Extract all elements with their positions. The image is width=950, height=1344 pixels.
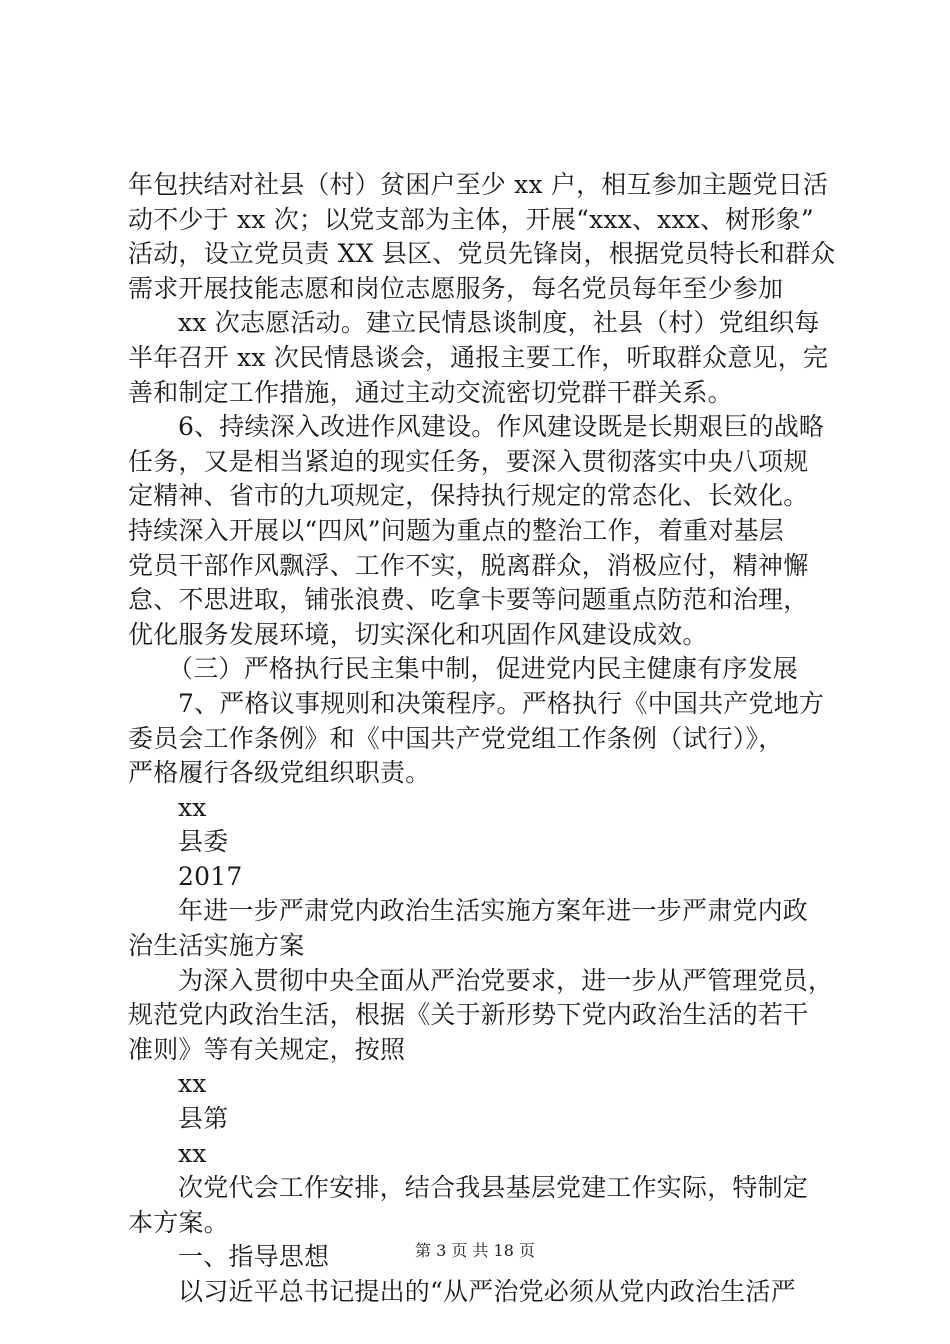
text-line: 一、指导思想 (178, 1242, 330, 1272)
text-line: 半年召开 xx 次民情恳谈会，通报主要工作，听取群众意见，完 (128, 342, 829, 372)
text-line: xx (178, 1138, 207, 1168)
text-line: 次党代会工作安排，结合我县基层党建工作实际，特制定 (178, 1173, 809, 1203)
text-line: 定精神、省市的九项规定，保持执行规定的常态化、长效化。 (128, 481, 809, 511)
page-footer: 第 3 页 共 18 页 (415, 1241, 535, 1260)
text-line: 7、严格议事规则和决策程序。严格执行《中国共产党地方 (178, 688, 825, 718)
text-line: 优化服务发展环境，切实深化和巩固作风建设成效。 (128, 619, 708, 649)
text-line: 年进一步严肃党内政治生活实施方案年进一步严肃党内政 (178, 896, 809, 926)
text-line: xx (178, 792, 207, 822)
document-body (128, 168, 836, 1310)
text-line: 严格履行各级党组织职责。 (128, 758, 431, 788)
text-line: 委员会工作条例》和《中国共产党党组工作条例（试行）》， (128, 723, 784, 753)
text-line: 6、持续深入改进作风建设。作风建设既是长期艰巨的战略 (178, 412, 825, 442)
text-line: 规范党内政治生活，根据《关于新形势下党内政治生活的若干 (128, 1000, 809, 1030)
text-line: 任务，又是相当紧迫的现实任务，要深入贯彻落实中央八项规 (128, 446, 809, 476)
text-line: xx (178, 1069, 207, 1099)
text-line: 县委 (178, 827, 229, 857)
text-line: 动不少于 xx 次；以党支部为主体，开展“xxx、xxx、树形象” (128, 204, 814, 234)
text-line: xx 次志愿活动。建立民情恳谈制度，社县（村）党组织每 (178, 308, 820, 338)
text-line: 需求开展技能志愿和岗位志愿服务，每名党员每年至少参加 (128, 273, 784, 303)
text-line: 治生活实施方案 (128, 931, 305, 961)
text-line: （三）严格执行民主集中制，促进党内民主健康有序发展 (168, 654, 799, 684)
text-line: 准则》等有关规定，按照 (128, 1034, 406, 1064)
text-line: 活动，设立党员责 XX 县区、党员先锋岗，根据党员特长和群众 (128, 239, 836, 269)
text-line: 县第 (178, 1104, 229, 1134)
text-line: 以习近平总书记提出的“从严治党必须从党内政治生活严 (178, 1277, 796, 1306)
text-line: 为深入贯彻中央全面从严治党要求，进一步从严管理党员， (178, 965, 834, 995)
text-line: 持续深入开展以“四风”问题为重点的整治工作，着重对基层 (128, 515, 784, 545)
text-line: 党员干部作风飘浮、工作不实，脱离群众，消极应付，精神懈 (128, 550, 809, 580)
text-line: 本方案。 (128, 1207, 229, 1237)
text-line: 年包扶结对社县（村）贫困户至少 xx 户，相互参加主题党日活 (128, 170, 829, 199)
text-line: 善和制定工作措施，通过主动交流密切党群干群关系。 (128, 377, 733, 407)
text-line: 怠、不思进取，铺张浪费、吃拿卡要等问题重点防范和治理， (128, 585, 809, 615)
text-line: 2017 (178, 861, 243, 891)
